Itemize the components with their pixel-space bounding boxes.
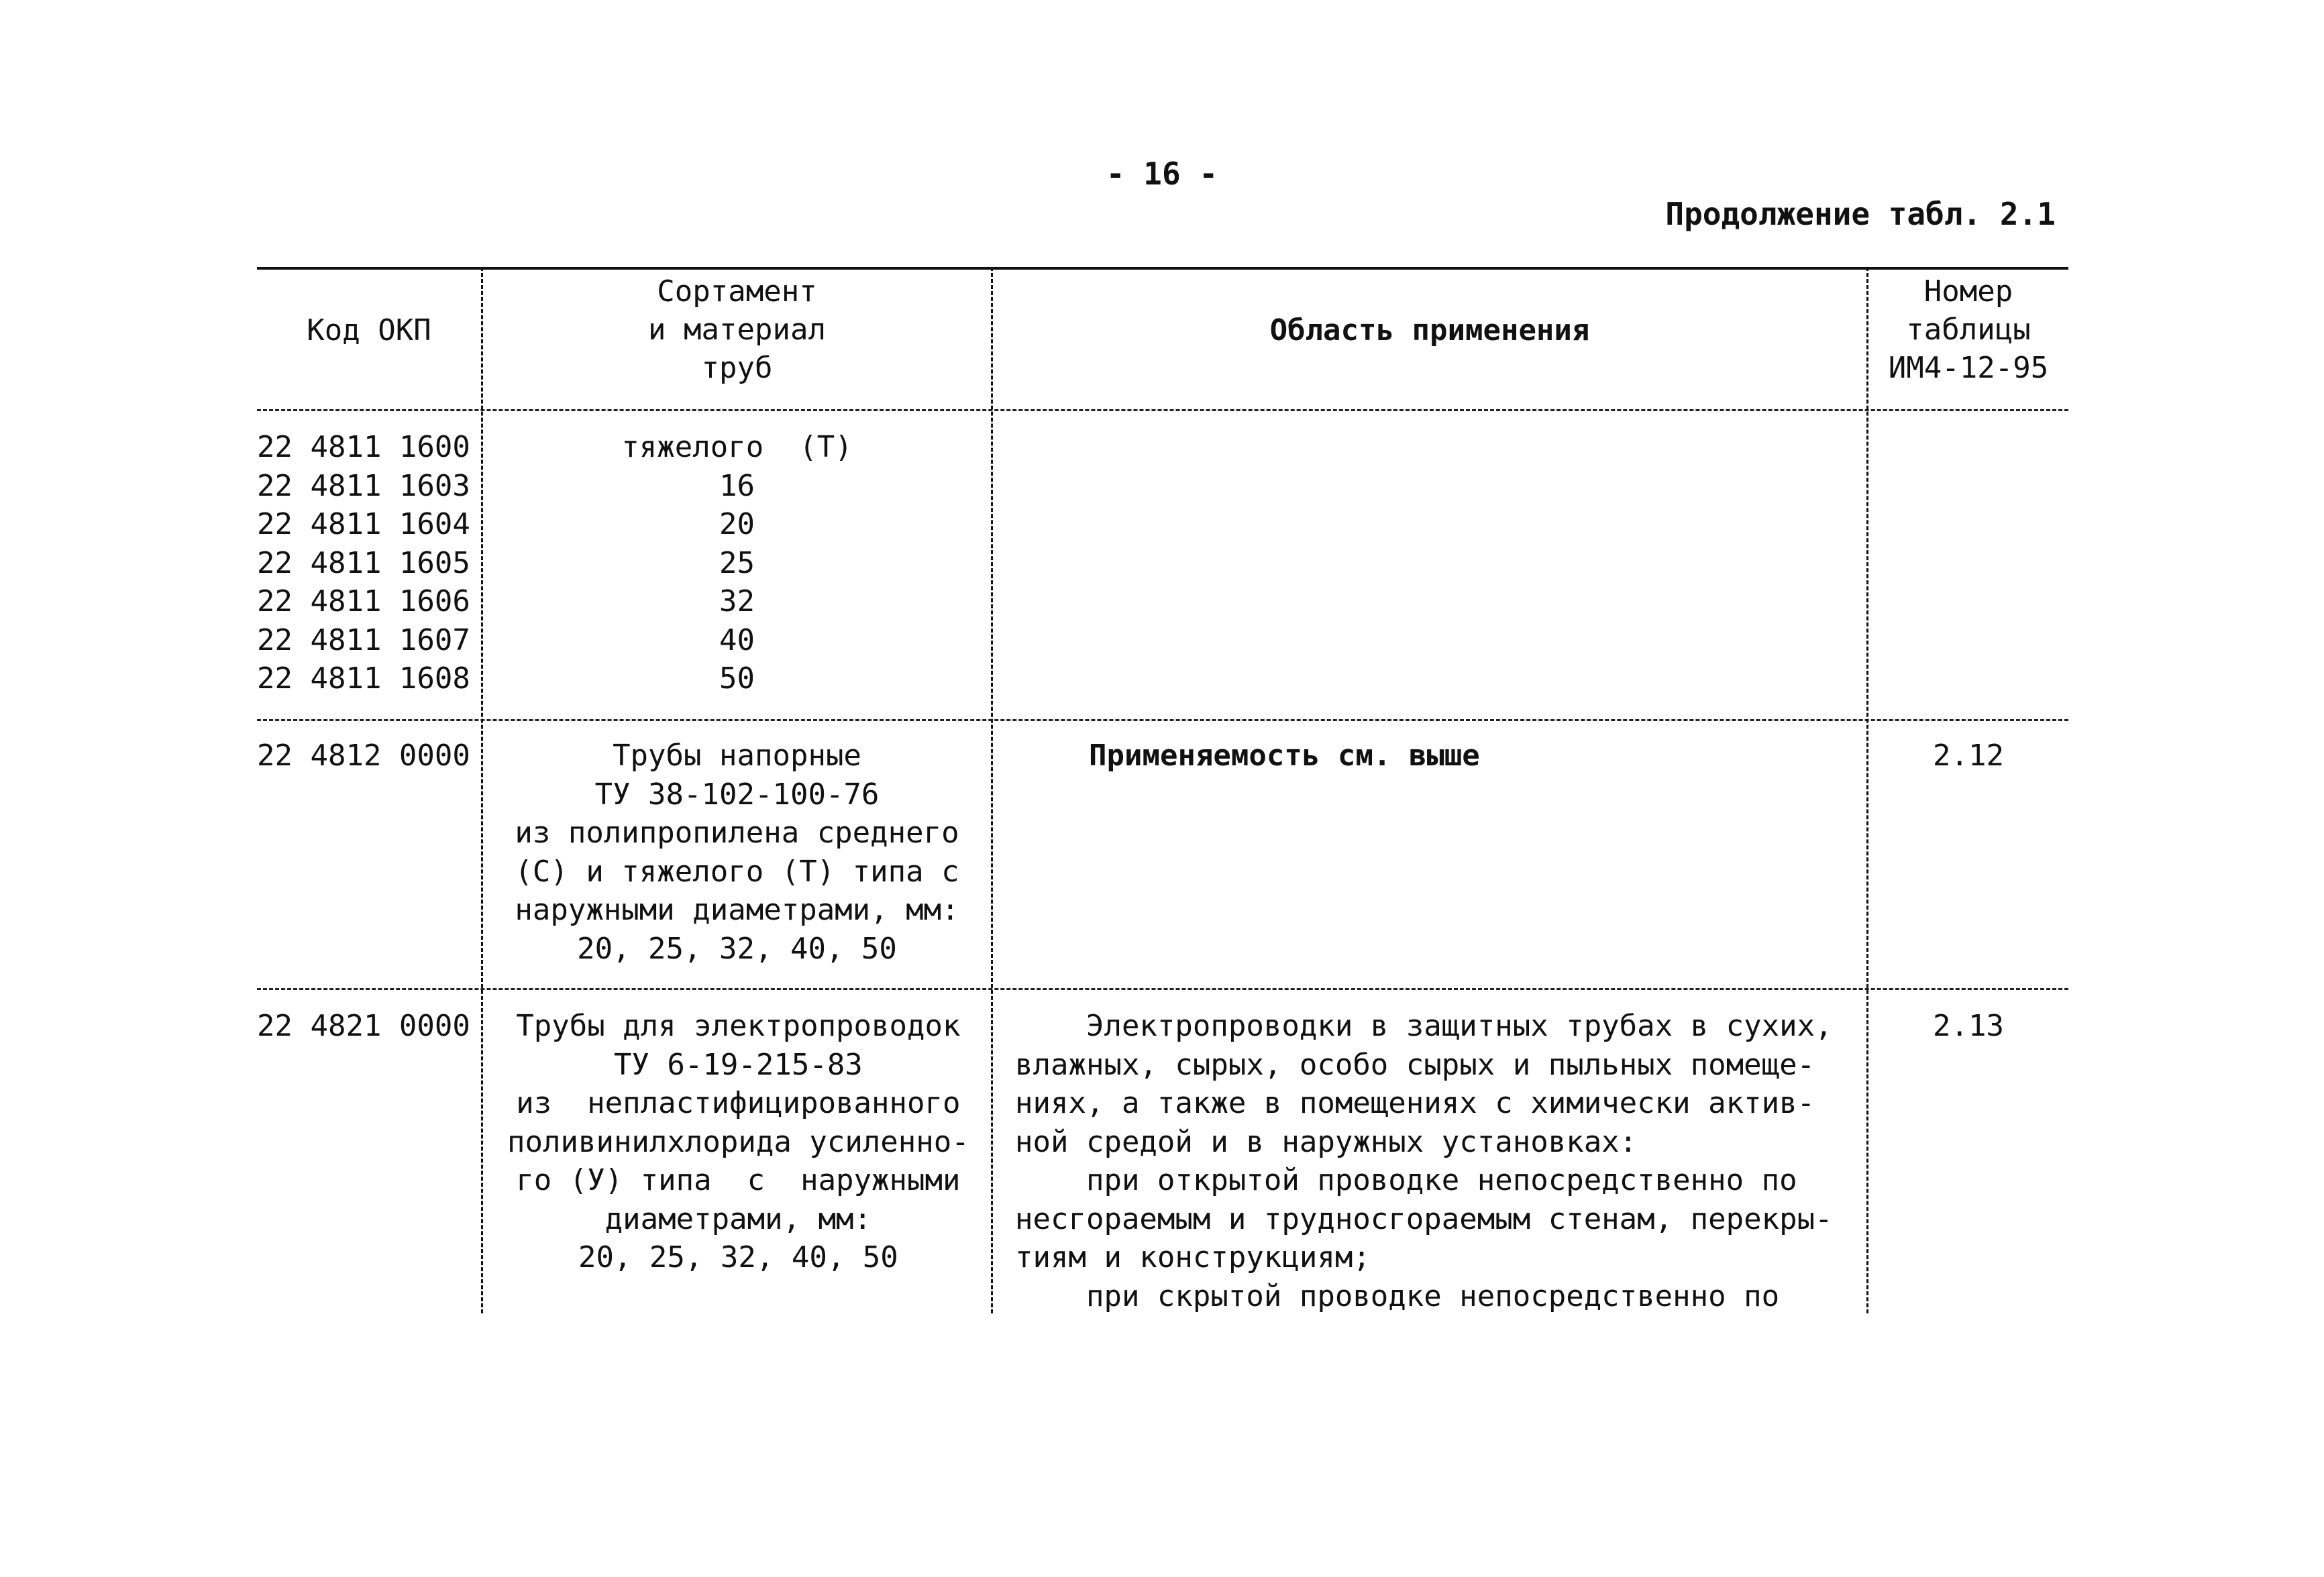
column-divider-2	[991, 267, 993, 1313]
header-separator	[257, 409, 2068, 411]
row2-sortament: Трубы напорные ТУ 38-102-100-76 из полипропилена среднего (С) и тяжелого (Т) типа с наружными диаметрами, мм: 20, 25, 32, 40, 50	[515, 739, 959, 966]
header-code: Код ОКП	[307, 313, 431, 347]
table-top-rule	[257, 267, 2068, 270]
row3-table-number: 2.13	[1933, 1009, 2004, 1043]
row-separator-1	[257, 719, 2068, 721]
header-sortament: Сортамент и материал труб	[648, 274, 826, 385]
pipes-table	[257, 267, 2068, 1320]
header-area: Область применения	[1269, 313, 1590, 347]
page-number: - 16 -	[1106, 156, 1218, 192]
row1-sortament: тяжелого (Т) 16 20 25 32 40 50	[621, 430, 853, 696]
header-table-number: Номер таблицы ИМ4-12-95	[1888, 274, 2049, 385]
row3-codes: 22 4821 0000	[257, 1009, 470, 1043]
row2-area: Применяемость см. выше	[1089, 739, 1480, 773]
row3-area: Электропроводки в защитных трубах в сухих, влажных, сырых, особо сырых и пыльных помеще- ниях, а также в помещениях с химически актив- ной средой и в наружных установках: при открытой проводке непосредственно по несгораемым и трудносгораемым стенам, перекры- тиям и конструкциям; при скрытой проводке непосредственно по	[1015, 1009, 1833, 1313]
row2-codes: 22 4812 0000	[257, 739, 470, 773]
row-separator-2	[257, 988, 2068, 990]
continuation-caption: Продолжение табл. 2.1	[1665, 196, 2056, 232]
row1-codes: 22 4811 1600 22 4811 1603 22 4811 1604 22 4811 1605 22 4811 1606 22 4811 1607 22 4811 1608	[257, 430, 470, 696]
row2-table-number: 2.12	[1933, 739, 2004, 773]
row3-sortament: Трубы для электропроводок ТУ 6-19-215-83 из непластифицированного поливинилхлорида усиленно- го (У) типа с наружными диаметрами, мм: 20, 25, 32, 40, 50	[507, 1009, 969, 1274]
column-divider-3	[1866, 267, 1868, 1313]
